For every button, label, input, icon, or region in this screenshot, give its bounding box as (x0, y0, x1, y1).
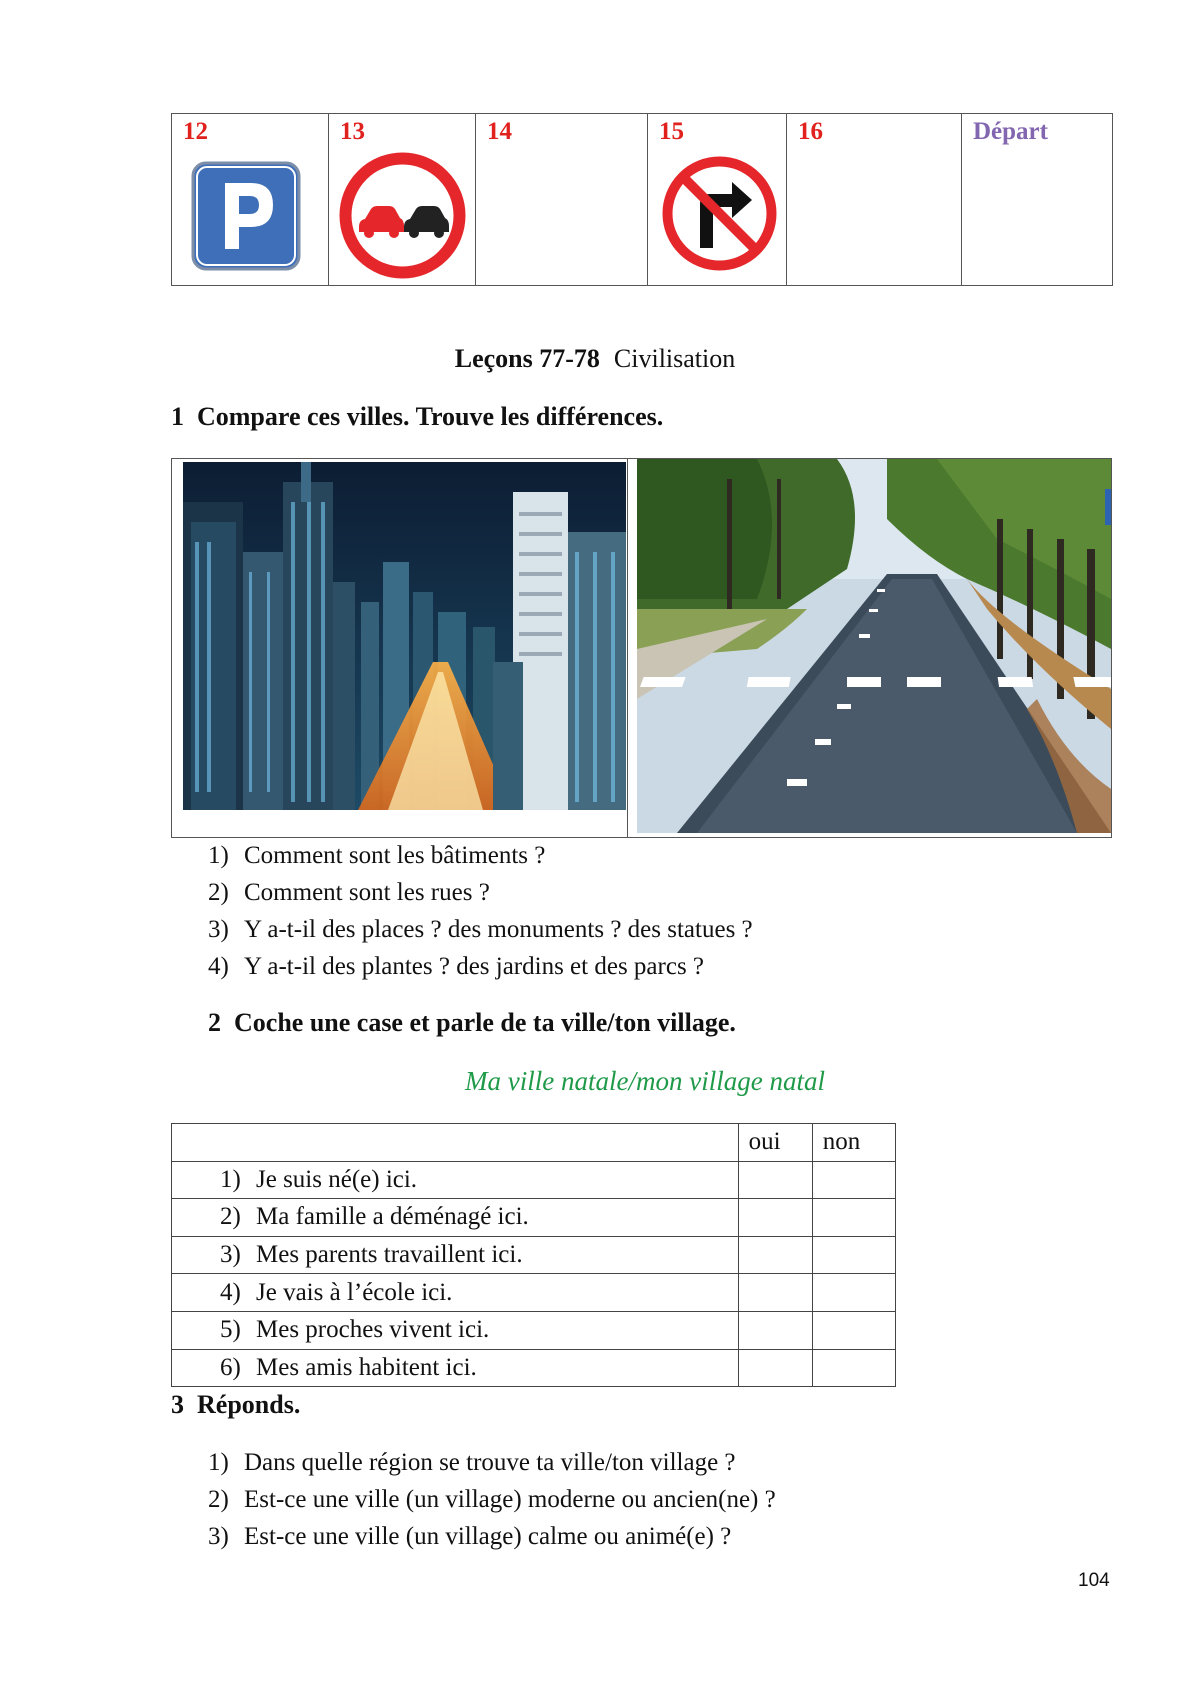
sign-cell-start (962, 114, 1113, 286)
no-overtaking-sign-icon (339, 152, 466, 279)
table-header-row (172, 1124, 896, 1162)
column-header-oui: oui (738, 1124, 812, 1162)
exercise-number: 3 (171, 1390, 184, 1419)
non-checkbox-cell[interactable] (812, 1311, 895, 1349)
sign-cell-15 (648, 114, 787, 286)
exercise-1-questions (208, 837, 753, 985)
exercise-1-heading (171, 402, 663, 432)
table-subtitle: Ma ville natale/mon village natal (465, 1066, 825, 1096)
cell-number: 15 (659, 118, 684, 145)
page-number: 104 (1078, 1570, 1110, 1591)
cell-number: 13 (340, 118, 365, 145)
cell-number: 14 (487, 118, 512, 145)
exercise-instruction: Réponds. (197, 1390, 301, 1419)
lesson-label: Leçons 77-78 (454, 344, 600, 373)
oui-checkbox-cell[interactable] (738, 1274, 812, 1312)
list-item: 2) Est-ce une ville (un village) moderne ou ancien(ne) ? (208, 1486, 776, 1513)
night-city-skyline-photo (183, 462, 626, 810)
list-item: 2) Comment sont les rues ? (208, 879, 490, 906)
table-row: 4) Je vais à l’école ici. (172, 1274, 896, 1312)
exercise-2-heading (208, 1008, 736, 1038)
non-checkbox-cell[interactable] (812, 1199, 895, 1237)
list-item: 3) Y a-t-il des places ? des monuments ? des statues ? (208, 916, 753, 943)
parking-sign-icon (191, 161, 301, 271)
table-row: 2) Ma famille a déménagé ici. (172, 1199, 896, 1237)
oui-checkbox-cell[interactable] (738, 1311, 812, 1349)
table-row: 5) Mes proches vivent ici. (172, 1311, 896, 1349)
column-header-non: non (812, 1124, 895, 1162)
exercise-number: 1 (171, 402, 184, 431)
no-right-turn-sign-icon (662, 156, 777, 271)
exercise-number: 2 (208, 1008, 221, 1037)
oui-checkbox-cell[interactable] (738, 1236, 812, 1274)
sign-cell-12 (172, 114, 329, 286)
oui-checkbox-cell[interactable] (738, 1161, 812, 1199)
tree-lined-road-photo (637, 459, 1111, 833)
lesson-topic: Civilisation (613, 344, 736, 373)
non-checkbox-cell[interactable] (812, 1161, 895, 1199)
non-checkbox-cell[interactable] (812, 1349, 895, 1387)
photo-comparison-frame (171, 458, 1112, 838)
cell-number: 16 (798, 118, 823, 145)
table-row: 6) Mes amis habitent ici. (172, 1349, 896, 1387)
yes-no-table (171, 1123, 896, 1387)
lesson-title (0, 344, 1190, 374)
road-signs-table (171, 113, 1113, 286)
exercise-instruction: Coche une case et parle de ta ville/ton village. (234, 1008, 736, 1037)
oui-checkbox-cell[interactable] (738, 1199, 812, 1237)
sign-cell-16 (787, 114, 962, 286)
start-label: Départ (973, 118, 1048, 145)
non-checkbox-cell[interactable] (812, 1274, 895, 1312)
list-item: 4) Y a-t-il des plantes ? des jardins et des parcs ? (208, 953, 705, 980)
exercise-3-questions (208, 1444, 776, 1555)
table-row: 3) Mes parents travaillent ici. (172, 1236, 896, 1274)
photo-divider (627, 459, 628, 837)
exercise-instruction: Compare ces villes. Trouve les différences. (197, 402, 664, 431)
sign-cell-13 (329, 114, 476, 286)
oui-checkbox-cell[interactable] (738, 1349, 812, 1387)
list-item: 3) Est-ce une ville (un village) calme ou animé(e) ? (208, 1523, 732, 1550)
sign-cell-14 (476, 114, 648, 286)
list-item: 1) Comment sont les bâtiments ? (208, 842, 546, 869)
non-checkbox-cell[interactable] (812, 1236, 895, 1274)
table-row: 1) Je suis né(e) ici. (172, 1161, 896, 1199)
exercise-3-heading (171, 1390, 300, 1420)
list-item: 1) Dans quelle région se trouve ta ville/ton village ? (208, 1449, 736, 1476)
cell-number: 12 (183, 118, 208, 145)
